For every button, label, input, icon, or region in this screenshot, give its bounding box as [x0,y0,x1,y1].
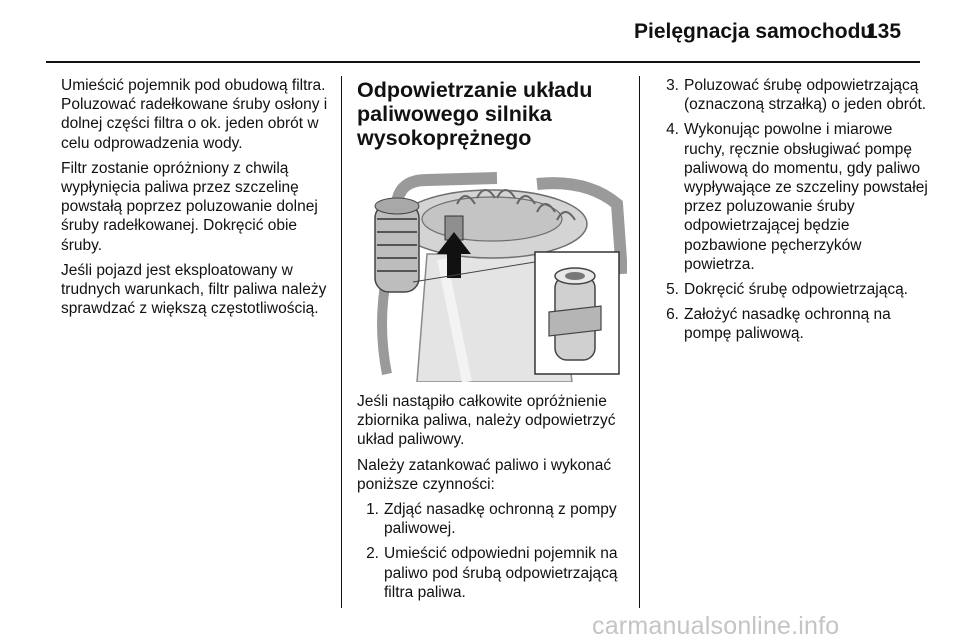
column-divider-right [639,76,640,608]
page-header [0,14,960,54]
paragraph: Jeśli nastąpiło całkowite opróżnienie zbiornika paliwa, należy odpowietrzyć układ paliwowy. [357,393,616,449]
steps-list [657,76,929,344]
paragraph: Filtr zostanie opróżniony z chwilą wypłynięcia paliwa przez szczelinę powstałą poprzez poluzowanie dolnej śruby radełkowanej. Dokręcić obie śruby. [61,159,318,254]
list-item [657,305,929,343]
step-text: Umieścić odpowiedni pojemnik na paliwo pod śrubą odpowietrzającą filtra paliwa. [384,545,618,601]
step-text: Zdjąć nasadkę ochronną z pompy paliwowej. [384,501,617,538]
column-divider-left [341,76,342,608]
section-title: Odpowietrzanie układu paliwowego silnika wysokoprężnego [357,78,593,150]
watermark: carmanualsonline.info [592,612,840,640]
page-number: 135 [866,20,902,43]
list-item [657,280,929,299]
step-text: Założyć nasadkę ochronną na pompę paliwową. [684,306,891,343]
steps-list [357,500,629,602]
list-item [657,120,929,274]
right-column [657,76,929,350]
fuel-filter-illustration [357,164,627,382]
step-number: 2. [366,545,379,563]
step-text: Dokręcić śrubę odpowietrzającą. [684,281,908,299]
middle-column [357,78,629,608]
list-item [357,500,629,538]
step-number: 6. [666,306,679,324]
list-item [657,76,929,114]
step-number: 3. [666,77,679,94]
step-text: Wykonując powolne i miarowe ruchy, ręcznie obsługiwać pompę paliwową do momentu, gdy paliwo wypływające ze szczeliny powstałej przez poluzowanie śruby odpowietrzającej będzie pozbawione pęcherzyków powietrza. [684,121,928,273]
paragraph: Umieścić pojemnik pod obudową filtra. Poluzować radełkowane śruby osłony i dolnej części filtra o ok. jeden obrót w celu odprowadzenia wody. [61,77,328,152]
left-column [61,76,333,324]
paragraph: Jeśli pojazd jest eksploatowany w trudnych warunkach, filtr paliwa należy sprawdzać z większą częstotliwością. [61,261,327,318]
header-rule [46,61,920,63]
page-title: Pielęgnacja samochodu [634,20,874,43]
paragraph: Należy zatankować paliwo i wykonać poniższe czynności: [357,456,612,493]
step-number: 1. [366,501,379,519]
step-number: 5. [666,281,679,299]
step-text: Poluzować śrubę odpowietrzającą (oznaczoną strzałką) o jeden obrót. [684,77,927,114]
list-item [357,544,629,602]
step-number: 4. [666,121,679,139]
